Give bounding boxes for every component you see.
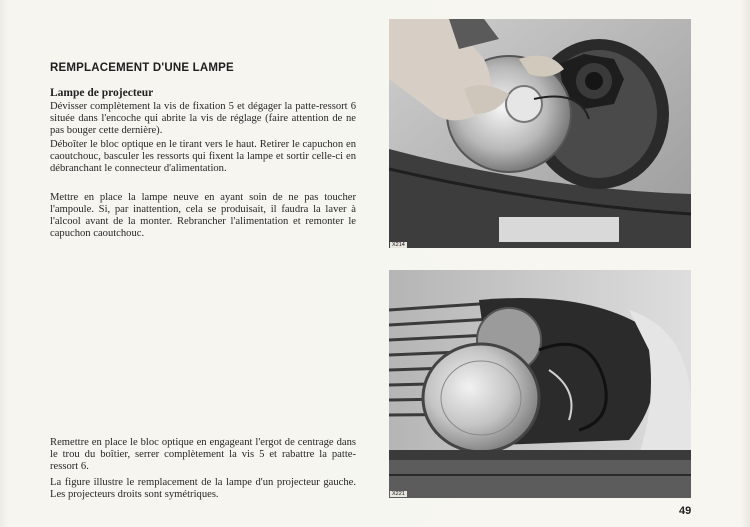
section-subtitle: Lampe de projecteur <box>50 87 154 99</box>
figure-caption-top: X214 <box>392 242 405 248</box>
paragraph-1: Dévisser complètement la vis de fixation 5 et dégager la patte-ressort 6 située dans l'encoche qui abrite la vis de réglage (faire attention de ne pas bouger cette dernière). <box>50 101 356 136</box>
page-number: 49 <box>679 505 692 517</box>
paragraph-2: Déboîter le bloc optique en le tirant vers le haut. Retirer le capuchon en caoutchouc, basculer les ressorts qui fixent la lampe et sortir celle-ci en débranchant le connecteur d'alimentation. <box>50 139 356 174</box>
photo-bulb-removal <box>389 19 691 248</box>
paragraph-4: Remettre en place le bloc optique en engageant l'ergot de centrage dans le trou du boîtier, serrer complètement la vis 5 et rabattre la patte-ressort 6. <box>50 437 356 472</box>
paragraph-3: Mettre en place la lampe neuve en ayant soin de ne pas toucher l'ampoule. Si, par inattention, cela se produisait, il faudra la laver à l'alcool avant de la monter. Rebrancher l'alimentation et remonter le capuchon caoutchouc. <box>50 192 356 239</box>
figure-caption-bottom: X221 <box>392 491 405 497</box>
paragraph-5: La figure illustre le remplacement de la lampe d'un projecteur gauche. Les projecteurs droits sont symétriques. <box>50 477 356 500</box>
section-title: REMPLACEMENT D'UNE LAMPE <box>50 62 234 74</box>
photo-headlamp-unit <box>389 270 691 498</box>
